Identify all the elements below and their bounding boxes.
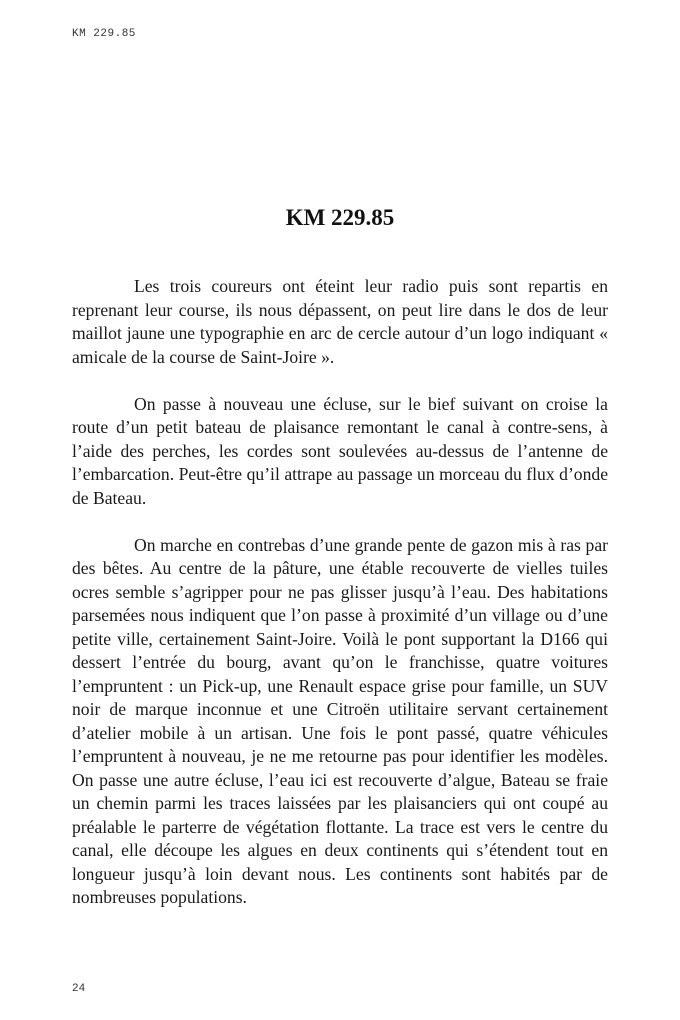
- paragraph-3: On marche en contrebas d’une grande pente de gazon mis à ras par des bêtes. Au centre de la pâture, une étable recouverte de vielles tuiles ocres semble s’agripper pour ne pas glisser jusqu’à l’eau. Des habitations parsemées nous indiquent que l’on passe à proximité d’un village ou d’une petite ville, certainement Saint-Joire. Voilà le pont supportant la D166 qui dessert l’entrée du bourg, avant qu’on le franchisse, quatre voitures l’empruntent : un Pick-up, une Renault espace grise pour famille, un SUV noir de marque inconnue et une Citroën utilitaire servant certainement d’atelier mobile à un artisan. Une fois le pont passé, quatre véhicules l’empruntent à nouveau, je ne me retourne pas pour identifier les modèles. On passe une autre écluse, l’eau ici est recouverte d’algue, Bateau se fraie un chemin parmi les traces laissées par les plaisanciers qui ont coupé au préalable le parterre de végétation flottante. La trace est vers le centre du canal, elle découpe les algues en deux continents qui s’étendent tout en longueur jusqu’à loin devant nous. Les continents sont habités par de nombreuses populations.: [72, 534, 608, 907]
- body-text: [72, 275, 608, 910]
- running-header: KM 229.85: [72, 28, 136, 40]
- page-number: 24: [72, 983, 86, 995]
- chapter-title: KM 229.85: [285, 205, 395, 230]
- paragraph-1: Les trois coureurs ont éteint leur radio puis sont repartis en reprenant leur course, ils nous dépassent, on peut lire dans le dos de leur maillot jaune une typographie en arc de cercle autour d’un logo indiquant « amicale de la course de Saint-Joire ».: [72, 276, 608, 367]
- paragraph-2: On passe à nouveau une écluse, sur le bief suivant on croise la route d’un petit bateau de plaisance remontant le canal à contre-sens, à l’aide des perches, les cordes sont soulevées au-dessus de l’antenne de l’embarcation. Peut-être qu’il attrape au passage un morceau du flux d’onde de Bateau.: [72, 393, 608, 508]
